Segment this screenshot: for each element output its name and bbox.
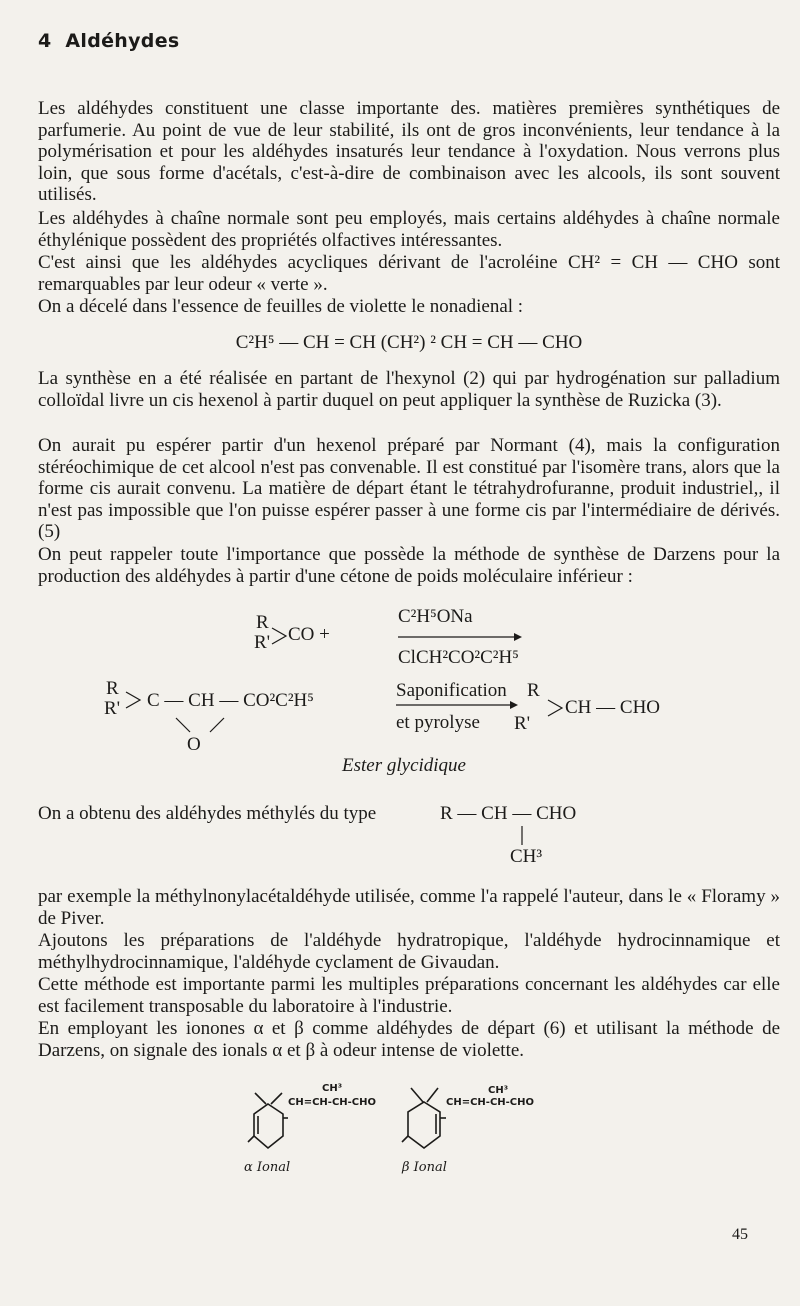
paragraph-floramy: par exemple la méthylnonylacétaldéhyde utilisée, comme l'a rappelé l'auteur, dans le « Floramy » de Piver. (38, 886, 780, 929)
alpha-ional-label: α Ional (244, 1160, 291, 1175)
ester-chain: C — CH — CO²C²H⁵ (147, 690, 314, 711)
paragraph-preparations: Ajoutons les préparations de l'aldéhyde hydratropique, l'aldéhyde hydrocinnamique et méthylhydrocinnamique, l'aldéhyde cyclament de Givaudan. (38, 930, 780, 973)
paragraph-violet: On a décelé dans l'essence de feuilles de violette le nonadienal : (38, 296, 524, 317)
paragraph-intro: Les aldéhydes constituent une classe importante des. matières premières synthétiques de parfumerie. Au point de vue de leur stabilité, ils ont de gros inconvénients, leur tendance à la polymérisation et pour les aldéhydes insaturés leur tendance à l'oxydation. Nous verrons plus loin, que sous forme d'acétals, c'est-à-dire de combinaison avec les alcools, ils sont souvent utilisés. (38, 98, 780, 206)
product-r-prime: R' (514, 713, 531, 734)
paragraph-ionones: En employant les ionones α et β comme aldéhydes de départ (6) et utilisant la méthode de Darzens, on signale des ionals α et β à odeur intense de violette. (38, 1018, 780, 1061)
beta-ional-label: β Ional (402, 1160, 447, 1175)
ester-epoxide-o: O (187, 734, 201, 755)
product-r: R (527, 680, 540, 701)
ketone-r: R (256, 612, 269, 633)
paragraph-synthesis: La synthèse en a été réalisée en partant de l'hexynol (2) qui par hydrogénation sur palladium colloïdal livre un cis hexenol à partir duquel on peut appliquer la synthèse de Ruzicka (3). (38, 368, 780, 411)
ester-r: R (106, 678, 119, 699)
formula-nonadienal: C²H⁵ — CH = CH (CH²) ² CH = CH — CHO (235, 332, 583, 353)
beta-chain: CH=CH-CH-CHO (446, 1097, 535, 1108)
reagent-top: C²H⁵ONa (398, 606, 473, 627)
ketone-r-prime: R' (254, 632, 271, 653)
methyl-type-text: On a obtenu des aldéhydes méthylés du type (38, 803, 377, 824)
page-number: 45 (732, 1226, 748, 1243)
ester-glycidique-label: Ester glycidique (342, 755, 466, 776)
paragraph-normant: On aurait pu espérer partir d'un hexenol préparé par Normant (4), mais la configuration stéréochimique de cet alcool n'est pas convenable. Il est constitué par l'isomère trans, alors que la forme cis aurait convenu. La matière de départ étant le tétrahydrofuranne, produit industriel,, il n'est pas impossible que l'on puisse espérer passer à une forme cis par l'intermédiaire de dérivés. (5) (38, 435, 780, 543)
ester-r-prime: R' (104, 698, 121, 719)
paragraph-darzens: On peut rappeler toute l'importance que possède la méthode de synthèse de Darzens pour la production des aldéhydes à partir d'une cétone de poids moléculaire inférieur : (38, 544, 780, 587)
methyl-type-formula: R — CH — CHO (440, 803, 577, 824)
ketone-co: CO + (288, 624, 330, 645)
paragraph-normal-chain: Les aldéhydes à chaîne normale sont peu employés, mais certains aldéhydes à chaîne normale éthylénique possèdent des propriétés olfactives intéressantes. (38, 208, 780, 251)
beta-methyl: CH³ (488, 1085, 509, 1096)
alpha-chain: CH=CH-CH-CHO (288, 1097, 377, 1108)
reagent-bottom: ClCH²CO²C²H⁵ (398, 647, 519, 668)
methyl-type-sub: CH³ (510, 846, 543, 867)
paragraph-method: Cette méthode est importante parmi les multiples préparations concernant les aldéhydes car elle est facilement transposable du laboratoire à l'industrie. (38, 974, 780, 1017)
product-chain: CH — CHO (565, 697, 661, 718)
paragraph-acrolein: C'est ainsi que les aldéhydes acycliques dérivant de l'acroléine CH² = CH — CHO sont remarquables par leur odeur « verte ». (38, 252, 780, 295)
section-number: 4 (38, 30, 52, 52)
step2-bottom: et pyrolyse (396, 712, 480, 733)
section-title: Aldéhydes (65, 30, 180, 52)
step2-top: Saponification (396, 680, 507, 701)
alpha-methyl: CH³ (322, 1083, 343, 1094)
